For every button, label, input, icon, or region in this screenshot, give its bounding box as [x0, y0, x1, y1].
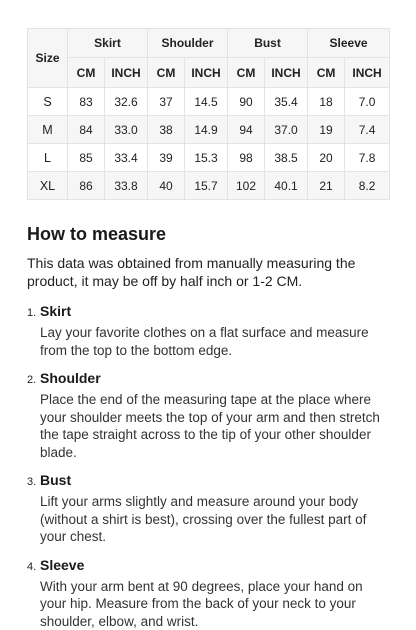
- size-chart-table: [27, 28, 390, 200]
- table-cell: 37.0: [265, 116, 308, 144]
- list-item: [27, 471, 392, 546]
- step-title: Bust: [40, 471, 71, 489]
- table-cell: 19: [308, 116, 345, 144]
- table-cell: 33.8: [105, 172, 148, 200]
- table-cell: 38: [148, 116, 185, 144]
- table-cell: 15.7: [185, 172, 228, 200]
- table-cell: 102: [228, 172, 265, 200]
- step-number: 4.: [27, 561, 40, 573]
- step-number: 1.: [27, 307, 40, 319]
- table-cell: 8.2: [345, 172, 390, 200]
- table-cell: 35.4: [265, 88, 308, 116]
- measure-steps-list: [27, 302, 392, 630]
- table-row: [28, 116, 390, 144]
- table-cell: 21: [308, 172, 345, 200]
- step-description: Lift your arms slightly and measure around your body (without a shirt is best), crossing over the fullest part of your chest.: [40, 493, 392, 546]
- unit-header-inch: INCH: [345, 58, 390, 88]
- table-cell: 14.5: [185, 88, 228, 116]
- table-cell: 98: [228, 144, 265, 172]
- list-item: [27, 302, 392, 359]
- step-title: Sleeve: [40, 556, 84, 574]
- table-cell: 40.1: [265, 172, 308, 200]
- unit-header-cm: CM: [228, 58, 265, 88]
- how-to-measure-title: How to measure: [27, 222, 392, 246]
- table-cell: 33.4: [105, 144, 148, 172]
- step-description: Lay your favorite clothes on a flat surface and measure from the top to the bottom edge.: [40, 324, 392, 359]
- group-header-skirt: Skirt: [68, 29, 148, 58]
- step-number: 2.: [27, 374, 40, 386]
- size-cell: M: [28, 116, 68, 144]
- table-cell: 15.3: [185, 144, 228, 172]
- table-cell: 85: [68, 144, 105, 172]
- table-cell: 90: [228, 88, 265, 116]
- unit-header-cm: CM: [68, 58, 105, 88]
- table-cell: 14.9: [185, 116, 228, 144]
- table-cell: 94: [228, 116, 265, 144]
- table-cell: 32.6: [105, 88, 148, 116]
- table-cell: 7.4: [345, 116, 390, 144]
- size-cell: L: [28, 144, 68, 172]
- table-cell: 20: [308, 144, 345, 172]
- table-cell: 83: [68, 88, 105, 116]
- group-header-shoulder: Shoulder: [148, 29, 228, 58]
- table-row: [28, 172, 390, 200]
- table-cell: 84: [68, 116, 105, 144]
- step-number: 3.: [27, 476, 40, 488]
- unit-header-inch: INCH: [105, 58, 148, 88]
- table-row: [28, 88, 390, 116]
- size-header: Size: [28, 29, 68, 88]
- table-cell: 37: [148, 88, 185, 116]
- step-description: With your arm bent at 90 degrees, place your hand on your hip. Measure from the back of your neck to your shoulder, elbow, and wrist.: [40, 578, 392, 630]
- step-description: Place the end of the measuring tape at the place where your shoulder meets the top of your arm and then stretch the tape straight across to the tip of your other shoulder blade.: [40, 391, 392, 461]
- table-cell: 86: [68, 172, 105, 200]
- table-cell: 18: [308, 88, 345, 116]
- unit-header-cm: CM: [308, 58, 345, 88]
- table-row: [28, 144, 390, 172]
- unit-header-cm: CM: [148, 58, 185, 88]
- size-cell: S: [28, 88, 68, 116]
- table-cell: 7.8: [345, 144, 390, 172]
- unit-header-inch: INCH: [185, 58, 228, 88]
- step-title: Shoulder: [40, 369, 101, 387]
- table-cell: 38.5: [265, 144, 308, 172]
- table-cell: 7.0: [345, 88, 390, 116]
- size-cell: XL: [28, 172, 68, 200]
- group-header-sleeve: Sleeve: [308, 29, 390, 58]
- group-header-bust: Bust: [228, 29, 308, 58]
- list-item: [27, 556, 392, 630]
- table-cell: 33.0: [105, 116, 148, 144]
- how-to-measure-intro: This data was obtained from manually measuring the product, it may be off by half inch or 1-2 CM.: [27, 254, 392, 290]
- unit-header-inch: INCH: [265, 58, 308, 88]
- list-item: [27, 369, 392, 461]
- table-cell: 40: [148, 172, 185, 200]
- step-title: Skirt: [40, 302, 71, 320]
- table-cell: 39: [148, 144, 185, 172]
